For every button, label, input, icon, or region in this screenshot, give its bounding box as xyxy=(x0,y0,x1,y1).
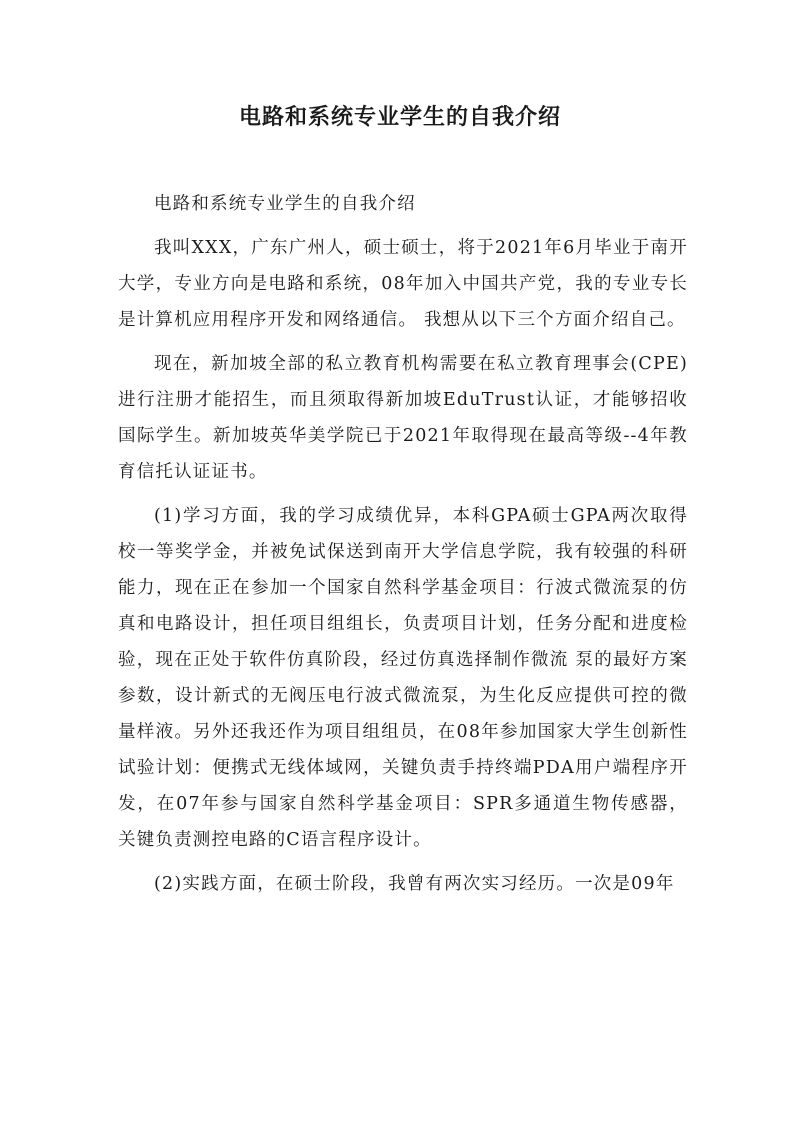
paragraph-practice: (2)实践方面，在硕士阶段，我曾有两次实习经历。一次是09年 xyxy=(154,874,675,894)
document-body xyxy=(118,186,688,910)
paragraph-education-context: 现在，新加坡全部的私立教育机构需要在私立教育理事会(CPE)进行注册才能招生，而且须取得新加坡EduTrust认证，才能够招收国际学生。新加坡英华美学院已于2021年取得现在最高等级--4年教育信托认证证书。 xyxy=(118,354,688,482)
document-title: 电路和系统专业学生的自我介绍 xyxy=(238,105,561,130)
paragraph-study: (1)学习方面，我的学习成绩优异，本科GPA硕士GPA两次取得校一等奖学金，并被免试保送到南开大学信息学院，我有较强的科研能力，现在正在参加一个国家自然科学基金项目：行波式微流泵的仿真和电路设计，担任项目组组长，负责项目计划，任务分配和进度检验，现在正处于软件仿真阶段，经过仿真选择制作微流 泵的最好方案参数，设计新式的无阀压电行波式微流泵，为生化反应提供可控的微量样液。另外还我还作为项目组组员，在08年参加国家大学生创新性试验计划：便携式无线体域网，关键负责手持终端PDA用户端程序开发，在07年参与国家自然科学基金项目：SPR多通道生物传感器，关键负责测控电路的C语言程序设计。 xyxy=(118,506,688,850)
paragraph-introduction: 我叫XXX，广东广州人，硕士硕士，将于2021年6月毕业于南开大学，专业方向是电路和系统，08年加入中国共产党，我的专业专长是计算机应用程序开发和网络通信。 我想从以下三个方面介绍自己。 xyxy=(118,238,688,330)
paragraph-subtitle: 电路和系统专业学生的自我介绍 xyxy=(154,194,416,214)
